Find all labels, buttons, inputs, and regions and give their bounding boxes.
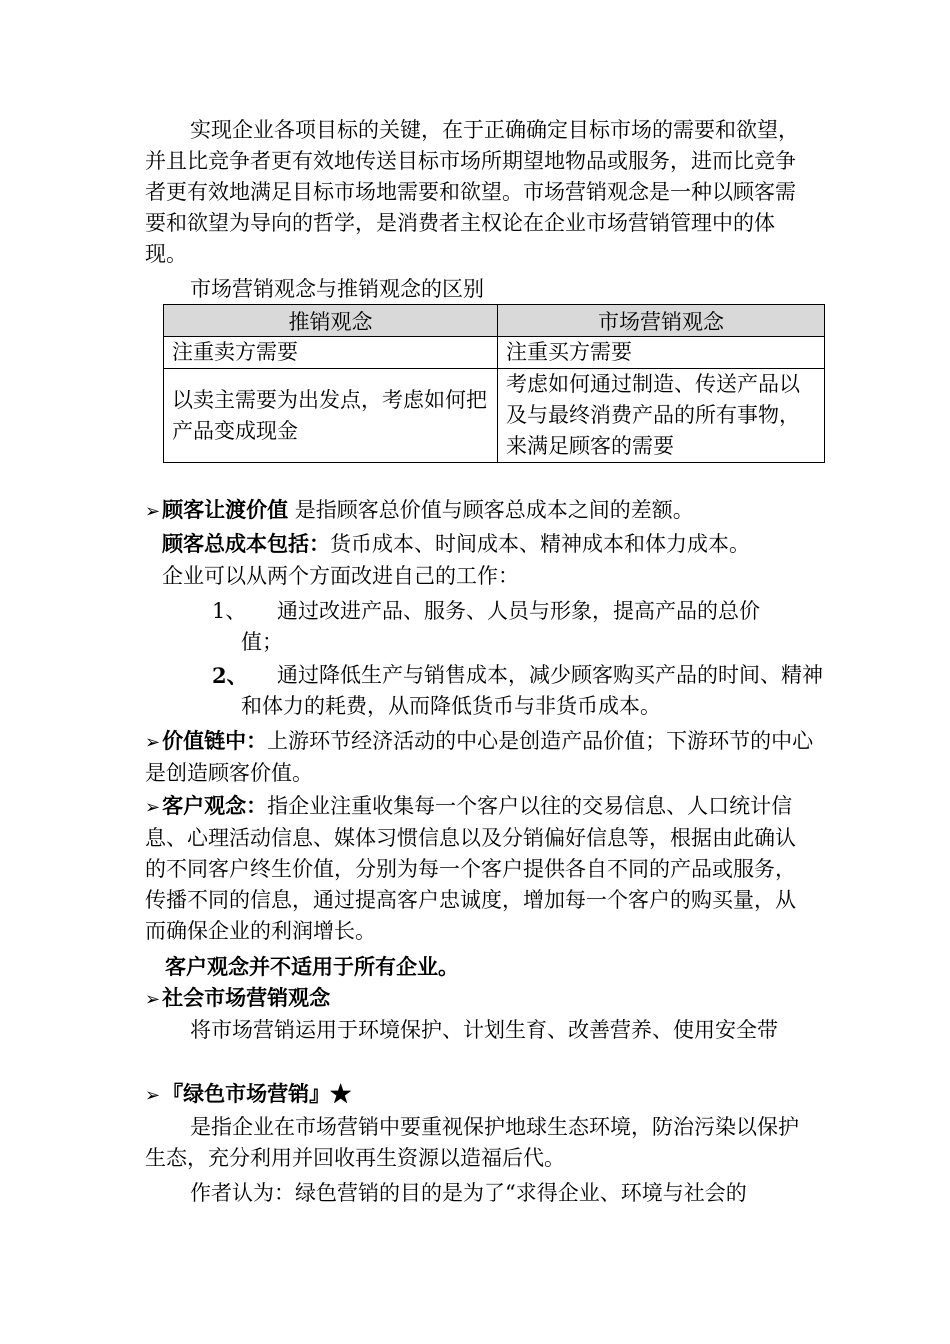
arrow-bullet-icon: ➢	[145, 1085, 161, 1106]
table-row	[164, 369, 825, 463]
intro-paragraph: 实现企业各项目标的关键，在于正确确定目标市场的需要和欲望，并且比竞争者更有效地传送目标市场所期望地物品或服务，进而比竞争者更有效地满足目标市场地需要和欲望。市场营销观念是一种以顾客需要和欲望为导向的哲学，是消费者主权论在企业市场营销管理中的体现。	[145, 118, 799, 266]
value-chain-text: 上游环节经济活动的中心是创造产品价值；下游环节的中心是创造顾客价值。	[145, 729, 814, 785]
green-marketing-author-view: 作者认为：绿色营销的目的是为了“求得企业、环境与社会的	[190, 1181, 747, 1205]
customer-value-term: 顾客让渡价值	[162, 497, 289, 522]
comparison-table	[163, 304, 825, 463]
table-cell: 注重买方需要	[498, 337, 825, 369]
table-title: 市场营销观念与推销观念的区别	[190, 277, 484, 301]
table-header-cell: 推销观念	[164, 305, 498, 337]
customer-value-line	[145, 494, 815, 527]
table-cell: 以卖主需要为出发点，考虑如何把产品变成现金	[164, 369, 498, 463]
table-cell: 注重卖方需要	[164, 337, 498, 369]
table-header-cell: 市场营销观念	[498, 305, 825, 337]
table-header-row	[164, 305, 825, 337]
arrow-bullet-icon: ➢	[145, 797, 161, 818]
value-chain-paragraph	[145, 725, 815, 789]
customer-concept-note: 客户观念并不适用于所有企业。	[165, 954, 459, 979]
table-row	[164, 337, 825, 369]
improve-intro: 企业可以从两个方面改进自己的工作：	[162, 564, 519, 588]
table-cell: 考虑如何通过制造、传送产品以及与最终消费产品的所有事物，来满足顾客的需要	[498, 369, 825, 463]
list-number: 1、	[212, 599, 247, 623]
arrow-bullet-icon: ➢	[145, 501, 161, 522]
customer-concept-paragraph	[145, 790, 815, 947]
social-marketing-term: 社会市场营销观念	[162, 985, 331, 1010]
total-cost-line	[162, 528, 832, 560]
green-marketing-term: 『绿色市场营销』★	[162, 1081, 352, 1106]
value-chain-term: 价值链中：	[162, 728, 268, 753]
list-item-text: 通过改进产品、服务、人员与形象，提高产品的总价值；	[241, 599, 760, 654]
list-number: 2、	[212, 663, 248, 688]
social-marketing-text: 将市场营销运用于环境保护、计划生育、改善营养、使用安全带	[190, 1018, 778, 1042]
total-cost-label: 顾客总成本包括：	[162, 531, 330, 556]
total-cost-text: 货币成本、时间成本、精神成本和体力成本。	[330, 532, 750, 556]
green-marketing-text: 是指企业在市场营销中要重视保护地球生态环境，防治污染以保护生态，充分利用并回收再生资源以造福后代。	[145, 1115, 799, 1170]
arrow-bullet-icon: ➢	[145, 732, 161, 753]
arrow-bullet-icon: ➢	[145, 989, 161, 1010]
green-marketing-heading	[145, 1078, 815, 1111]
customer-value-definition: 是指顾客总价值与顾客总成本之间的差额。	[288, 498, 694, 522]
list-item-text: 通过降低生产与销售成本，减少顾客购买产品的时间、精神和体力的耗费，从而降低货币与非货币成本。	[241, 663, 823, 718]
customer-concept-term: 客户观念：	[162, 793, 268, 818]
social-marketing-heading	[145, 982, 815, 1015]
customer-concept-text: 指企业注重收集每一个客户以往的交易信息、人口统计信息、心理活动信息、媒体习惯信息以及分销偏好信息等，根据由此确认的不同客户终生价值，分别为每一个客户提供各自不同的产品或服务，传播不同的信息，通过提高客户忠诚度，增加每一个客户的购买量，从而确保企业的利润增长。	[145, 794, 796, 943]
